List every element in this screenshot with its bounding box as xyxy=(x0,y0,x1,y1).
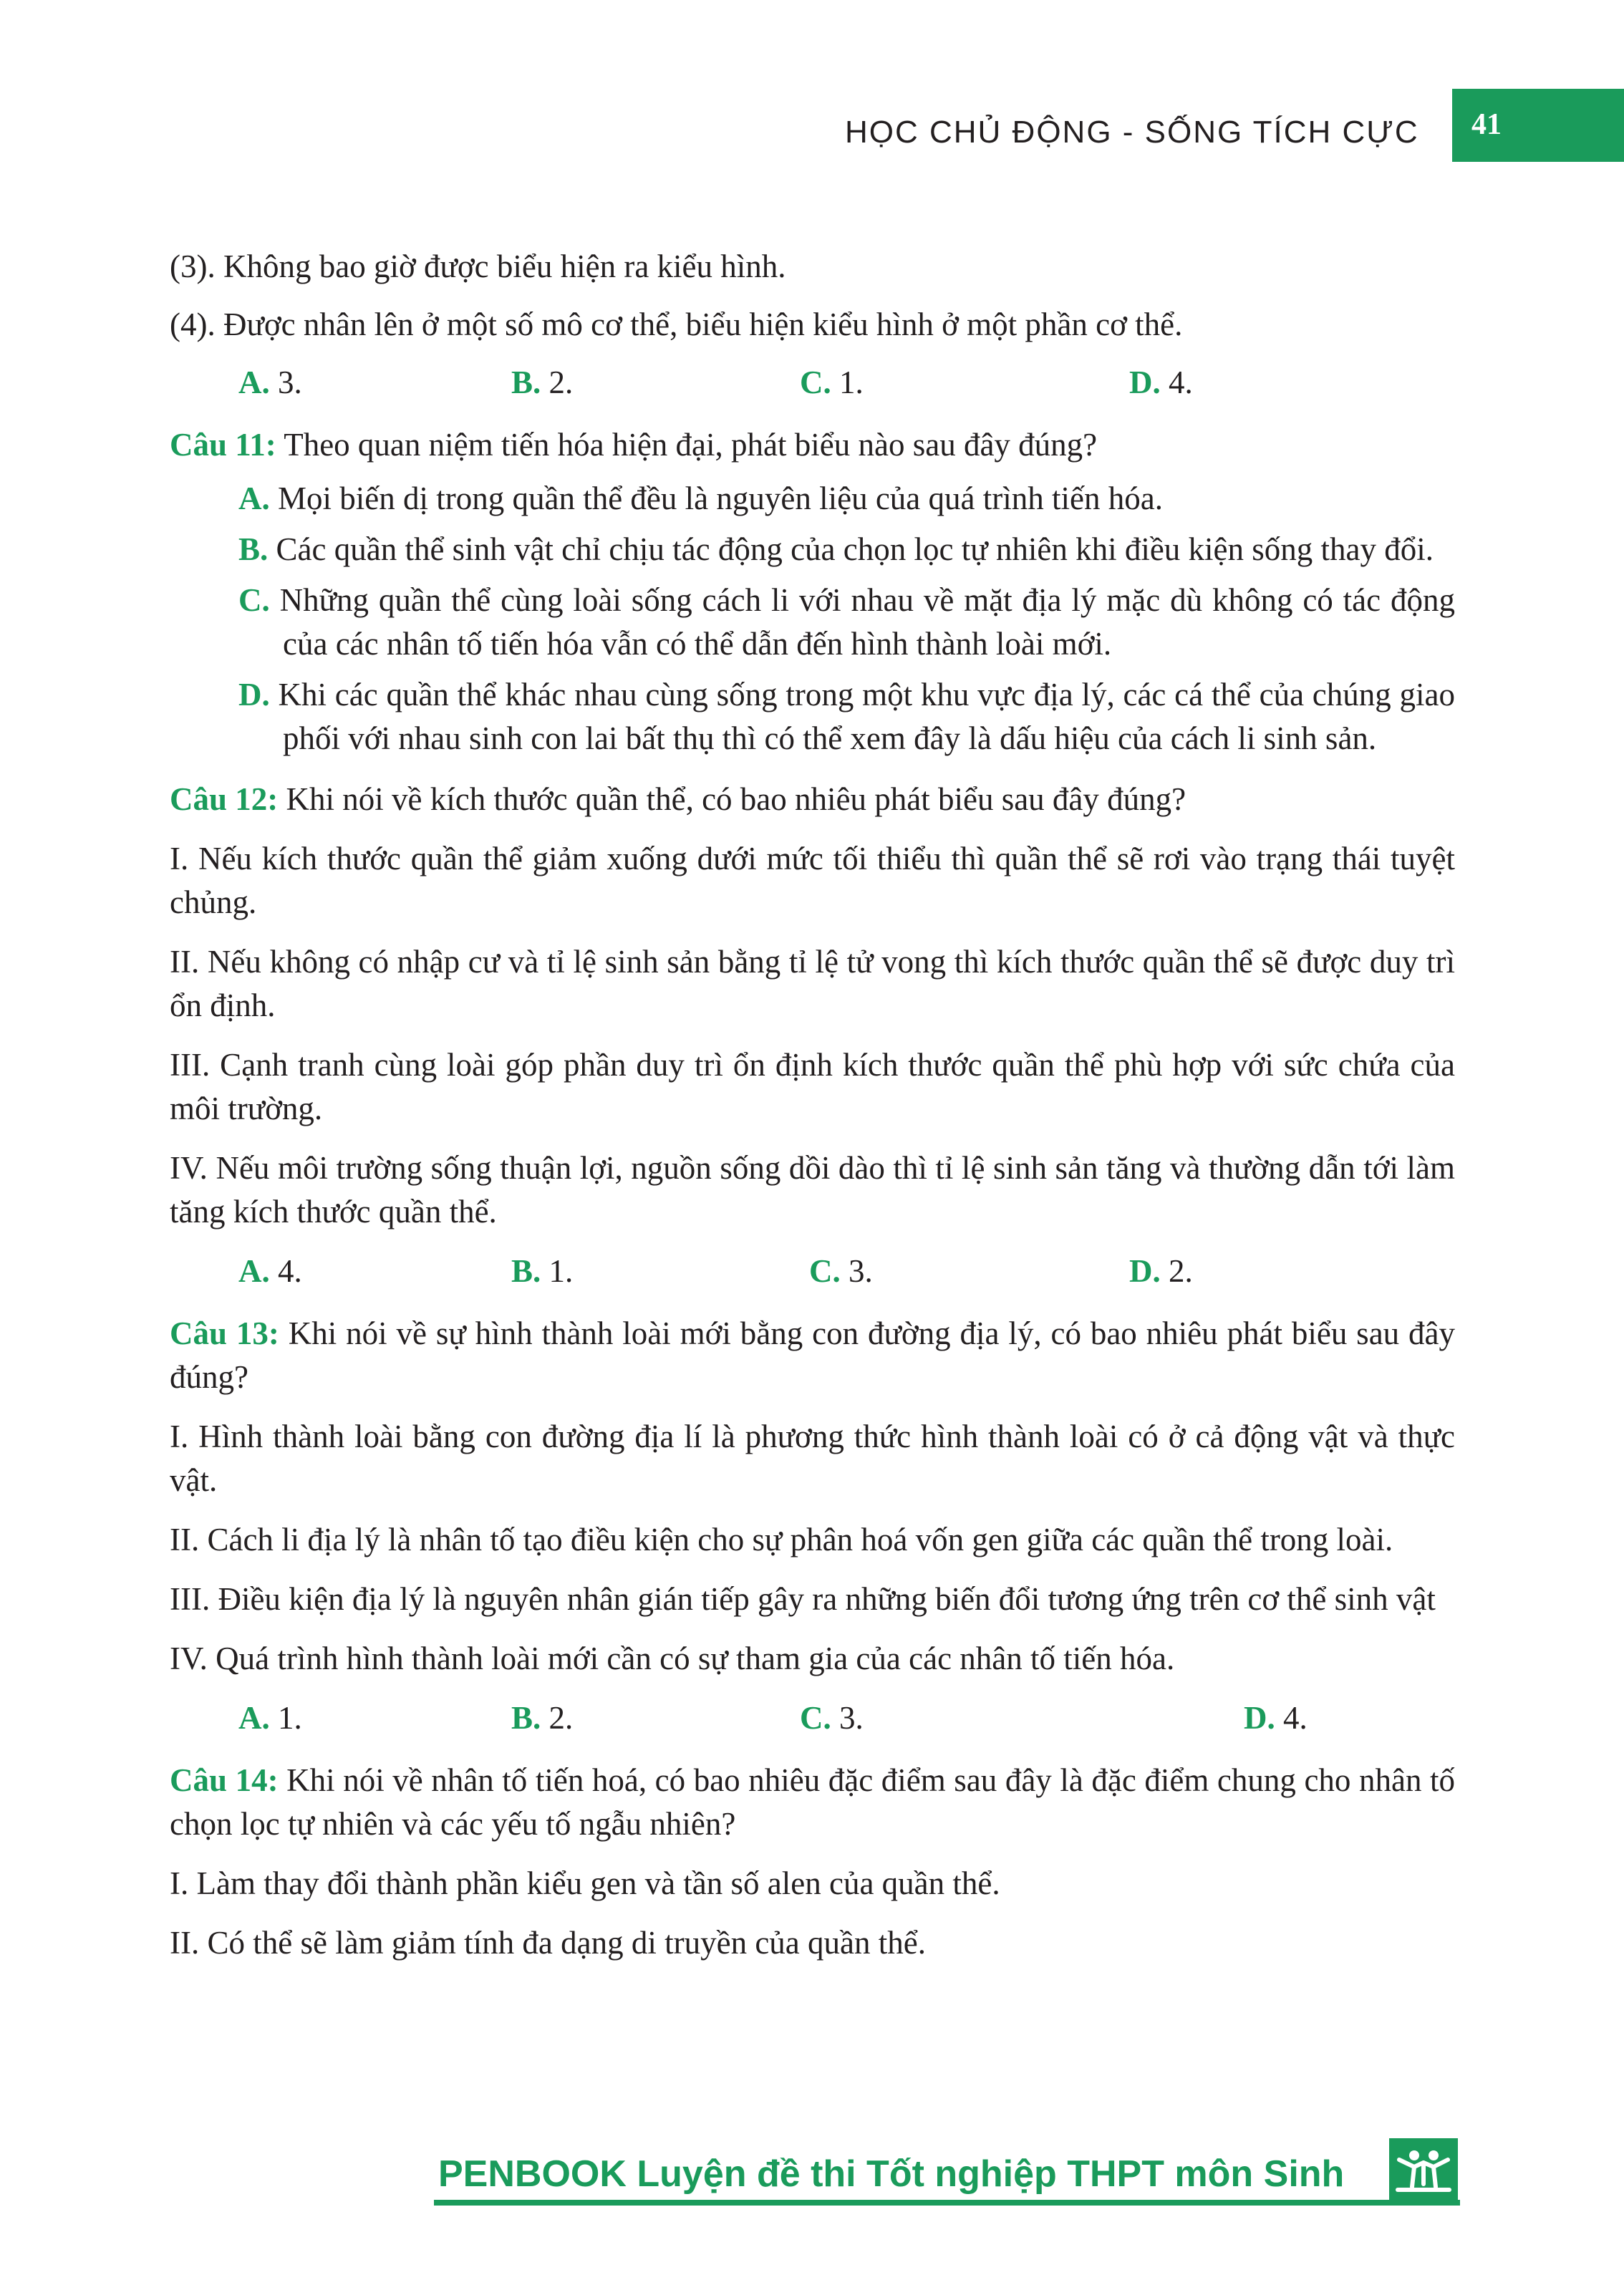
penbook-logo-icon xyxy=(1389,2138,1458,2204)
statement-4: (4). Được nhân lên ở một số mô cơ thể, biểu hiện kiểu hình ở một phần cơ thể. xyxy=(170,306,1183,342)
answer-option-d[interactable]: D. 4. xyxy=(1244,1700,1308,1736)
page-number: 41 xyxy=(1471,108,1502,141)
footer-title: PENBOOK Luyện đề thi Tốt nghiệp THPT môn Sinh xyxy=(438,2153,1345,2195)
statement-3: III. Điều kiện địa lý là nguyên nhân gián tiếp gây ra những biến đổi tương ứng trên cơ thể sinh vật xyxy=(170,1581,1436,1617)
answer-option-a[interactable]: A. 4. xyxy=(238,1253,302,1289)
statement-1: I. Hình thành loài bằng con đường địa lí là phương thức hình thành loài có ở cả động vật và thực vật. xyxy=(170,1419,1455,1498)
answer-option-a[interactable]: A. 1. xyxy=(238,1700,302,1736)
footer-divider xyxy=(434,2200,1460,2206)
answer-option-b[interactable]: B. 1. xyxy=(511,1253,574,1289)
statement-2: II. Nếu không có nhập cư và tỉ lệ sinh sản bằng tỉ lệ tử vong thì kích thước quần thể sẽ được duy trì ổn định. xyxy=(170,944,1455,1023)
answer-row xyxy=(170,1250,1455,1293)
statement-3: (3). Không bao giờ được biểu hiện ra kiểu hình. xyxy=(170,248,786,284)
question-11: Câu 11: Theo quan niệm tiến hóa hiện đại, phát biểu nào sau đây đúng? xyxy=(170,427,1098,463)
answer-option-d[interactable]: D. 4. xyxy=(1129,364,1193,400)
answer-row xyxy=(170,1696,1455,1740)
statement-1: I. Nếu kích thước quần thể giảm xuống dưới mức tối thiểu thì quần thể sẽ rơi vào trạng thái tuyệt chủng. xyxy=(170,841,1455,920)
answer-option-c[interactable]: C. 3. xyxy=(809,1253,873,1289)
question-12: Câu 12: Khi nói về kích thước quần thể, có bao nhiêu phát biểu sau đây đúng? xyxy=(170,781,1186,817)
answer-option-d[interactable]: D. Khi các quần thể khác nhau cùng sống trong một khu vực địa lý, các cá thể của chúng giao phối với nhau sinh con lai bất thụ thì có thể xem đây là dấu hiệu của cách li sinh sản. xyxy=(238,677,1456,756)
answer-option-d[interactable]: D. 2. xyxy=(1129,1253,1193,1289)
answer-option-b[interactable]: B. 2. xyxy=(511,364,574,400)
answer-option-b[interactable]: B. 2. xyxy=(511,1700,574,1736)
answer-option-b[interactable]: B. Các quần thể sinh vật chỉ chịu tác động của chọn lọc tự nhiên khi điều kiện sống thay đổi. xyxy=(238,531,1434,567)
statement-4: IV. Quá trình hình thành loài mới cần có sự tham gia của các nhân tố tiến hóa. xyxy=(170,1641,1175,1676)
question-13: Câu 13: Khi nói về sự hình thành loài mới bằng con đường địa lý, có bao nhiêu phát biểu sau đây đúng? xyxy=(170,1315,1456,1395)
statement-3: III. Cạnh tranh cùng loài góp phần duy trì ổn định kích thước quần thể phù hợp với sức chứa của môi trường. xyxy=(170,1047,1455,1126)
question-label: Câu 14: xyxy=(170,1762,279,1798)
penbook-logo-icon xyxy=(1389,2138,1458,2204)
statement-2: II. Cách li địa lý là nhân tố tạo điều kiện cho sự phân hoá vốn gen giữa các quần thể trong loài. xyxy=(170,1522,1393,1557)
running-header: HỌC CHỦ ĐỘNG - SỐNG TÍCH CỰC xyxy=(845,115,1419,150)
answer-row xyxy=(170,361,1455,405)
question-label: Câu 11: xyxy=(170,427,276,463)
answer-option-c[interactable]: C. Những quần thể cùng loài sống cách li với nhau về mặt địa lý mặc dù không có tác động của các nhân tố tiến hóa vẫn có thể dẫn đến hình thành loài mới. xyxy=(238,582,1456,662)
statement-4: IV. Nếu môi trường sống thuận lợi, nguồn sống dồi dào thì tỉ lệ sinh sản tăng và thường dẫn tới làm tăng kích thước quần thể. xyxy=(170,1150,1455,1230)
page-number-tab xyxy=(1452,89,1624,162)
statement-1: I. Làm thay đổi thành phần kiểu gen và tần số alen của quần thể. xyxy=(170,1865,1000,1901)
answer-option-a[interactable]: A. Mọi biến dị trong quần thể đều là nguyên liệu của quá trình tiến hóa. xyxy=(238,480,1163,516)
answer-option-a[interactable]: A. 3. xyxy=(238,364,302,400)
question-label: Câu 12: xyxy=(170,781,279,817)
statement-2: II. Có thể sẽ làm giảm tính đa dạng di truyền của quần thể. xyxy=(170,1925,926,1961)
question-label: Câu 13: xyxy=(170,1315,279,1351)
answer-option-c[interactable]: C. 1. xyxy=(800,364,864,400)
question-14: Câu 14: Khi nói về nhân tố tiến hoá, có bao nhiêu đặc điểm sau đây là đặc điểm chung cho nhân tố chọn lọc tự nhiên và các yếu tố ngẫu nhiên? xyxy=(170,1762,1456,1842)
answer-option-c[interactable]: C. 3. xyxy=(800,1700,864,1736)
page-content xyxy=(170,245,1455,1981)
